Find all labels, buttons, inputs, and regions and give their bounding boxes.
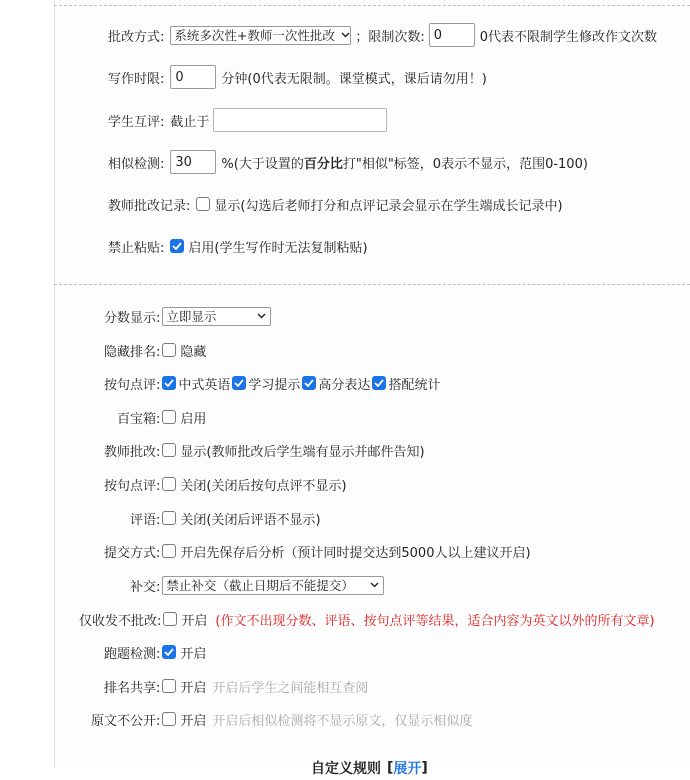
sentence-review-label: 按句点评: [104, 377, 161, 393]
limit-note: 0代表不限制学生修改作文次数 [479, 29, 658, 45]
late-submit-value: 禁止补交（截止日期后不能提交） [166, 578, 354, 593]
peer-review-deadline-input[interactable] [213, 108, 387, 132]
high-score-checkbox[interactable] [302, 376, 316, 390]
rank-share-label: 排名共享: [104, 680, 161, 696]
collect-only-note: (作文不出现分数、评语、按句点评等结果，适合内容为英文以外的所有文章) [215, 613, 655, 629]
submit-mode-row [104, 539, 531, 563]
treasure-box-row [117, 405, 206, 429]
submit-mode-label: 提交方式: [104, 545, 161, 561]
chevron-down-icon [370, 580, 379, 591]
peer-review-row [108, 108, 387, 132]
off-topic-text: 开启 [180, 646, 207, 662]
off-topic-row [104, 640, 206, 664]
similarity-input[interactable]: 30 [170, 150, 216, 174]
chevron-down-icon [257, 311, 266, 322]
collect-only-label: 仅收发不批改: [79, 613, 162, 629]
off-topic-checkbox[interactable] [162, 645, 176, 659]
custom-rules-expand-link[interactable]: 展开 [393, 761, 422, 777]
treasure-box-checkbox[interactable] [162, 410, 176, 424]
similarity-note-b: 打"相似"标签，0表示不显示，范围0-100) [342, 156, 588, 172]
teacher-record-label: 教师批改记录: [108, 198, 191, 214]
grading-method-value: 系统多次性+教师一次性批改 [174, 28, 335, 43]
comment-text: 关闭(关闭后评语不显示) [180, 512, 321, 528]
grading-method-row [108, 23, 657, 47]
grading-method-label: 批改方式: [108, 29, 165, 45]
source-private-note: 开启后相似检测将不显示原文，仅显示相似度 [212, 713, 473, 729]
sentence-review-row [104, 371, 440, 395]
custom-rules-bracket-close: ] [421, 760, 428, 776]
sentence-review-toggle-row [104, 472, 347, 496]
custom-rules-title: 自定义规则 [311, 761, 381, 777]
no-paste-text: 启用(学生写作时无法复制粘贴) [188, 240, 368, 256]
time-limit-input[interactable]: 0 [170, 65, 216, 89]
collect-only-row [79, 607, 655, 631]
time-limit-note: 分钟(0代表无限制。课堂模式，课后请勿用！) [221, 71, 487, 87]
study-tips-checkbox[interactable] [232, 376, 246, 390]
study-tips-text: 学习提示 [248, 377, 301, 393]
similarity-row [108, 150, 588, 174]
section-divider [54, 284, 690, 285]
sentence-review-toggle-checkbox[interactable] [162, 477, 176, 491]
treasure-box-label: 百宝箱: [117, 411, 161, 427]
custom-rules-bracket-open: [ [387, 760, 394, 776]
hide-rank-text: 隐藏 [180, 344, 207, 360]
late-submit-label: 补交: [130, 579, 161, 595]
hide-rank-row [104, 338, 206, 362]
source-private-checkbox[interactable] [162, 712, 176, 726]
comment-row [130, 506, 321, 530]
no-paste-label: 禁止粘贴: [108, 240, 165, 256]
rank-share-note: 开启后学生之间能相互查阅 [212, 680, 369, 696]
collocation-checkbox[interactable] [372, 376, 386, 390]
teacher-record-text: 显示(勾选后老师打分和点评记录会显示在学生端成长记录中) [214, 198, 563, 214]
late-submit-select[interactable] [162, 576, 384, 595]
treasure-box-text: 启用 [180, 411, 207, 427]
rank-share-checkbox[interactable] [162, 679, 176, 693]
hide-rank-checkbox[interactable] [162, 343, 176, 357]
comment-checkbox[interactable] [162, 511, 176, 525]
teacher-grading-row [104, 438, 425, 462]
source-private-label: 原文不公开: [91, 713, 161, 729]
no-paste-row [108, 234, 368, 258]
score-display-row [104, 304, 271, 328]
collect-only-checkbox[interactable] [163, 612, 177, 626]
similarity-note-a: %(大于设置的 [221, 156, 304, 172]
high-score-text: 高分表达 [318, 377, 371, 393]
time-limit-row [108, 65, 487, 89]
grading-method-select[interactable] [170, 26, 351, 45]
chinglish-checkbox[interactable] [162, 376, 176, 390]
source-private-row [91, 707, 472, 731]
score-display-select[interactable] [162, 307, 271, 326]
teacher-grading-text: 显示(教师批改后学生端有显示并邮件告知) [180, 444, 425, 460]
time-limit-label: 写作时限: [108, 71, 165, 87]
teacher-record-row [108, 192, 563, 216]
limit-label: ；限制次数: [355, 29, 425, 45]
custom-rules-heading [311, 756, 428, 780]
submit-mode-checkbox[interactable] [162, 544, 176, 558]
deadline-label: 截止于 [170, 114, 210, 130]
source-private-text: 开启 [180, 713, 207, 729]
off-topic-label: 跑题检测: [104, 646, 161, 662]
peer-review-label: 学生互评: [108, 114, 165, 130]
score-display-label: 分数显示: [104, 310, 161, 326]
comment-label: 评语: [130, 512, 161, 528]
rank-share-row [104, 674, 368, 698]
sentence-review-toggle-text: 关闭(关闭后按句点评不显示) [180, 478, 347, 494]
teacher-grading-label: 教师批改: [104, 444, 161, 460]
chinglish-text: 中式英语 [178, 377, 231, 393]
score-display-value: 立即显示 [166, 309, 217, 324]
hide-rank-label: 隐藏排名: [104, 344, 161, 360]
section-divider [54, 5, 690, 6]
similarity-note-bold: 百分比 [303, 156, 343, 172]
submit-mode-text: 开启先保存后分析（预计同时提交达到5000人以上建议开启) [180, 545, 531, 561]
limit-count-input[interactable]: 0 [429, 23, 475, 47]
collocation-text: 搭配统计 [388, 377, 441, 393]
collect-only-text: 开启 [181, 613, 208, 629]
no-paste-checkbox[interactable] [170, 239, 184, 253]
similarity-label: 相似检测: [108, 156, 165, 172]
rank-share-text: 开启 [180, 680, 207, 696]
teacher-grading-checkbox[interactable] [162, 443, 176, 457]
sentence-review-toggle-label: 按句点评: [104, 478, 161, 494]
teacher-record-checkbox[interactable] [196, 197, 210, 211]
late-submit-row [130, 573, 384, 597]
chevron-down-icon [341, 30, 350, 41]
